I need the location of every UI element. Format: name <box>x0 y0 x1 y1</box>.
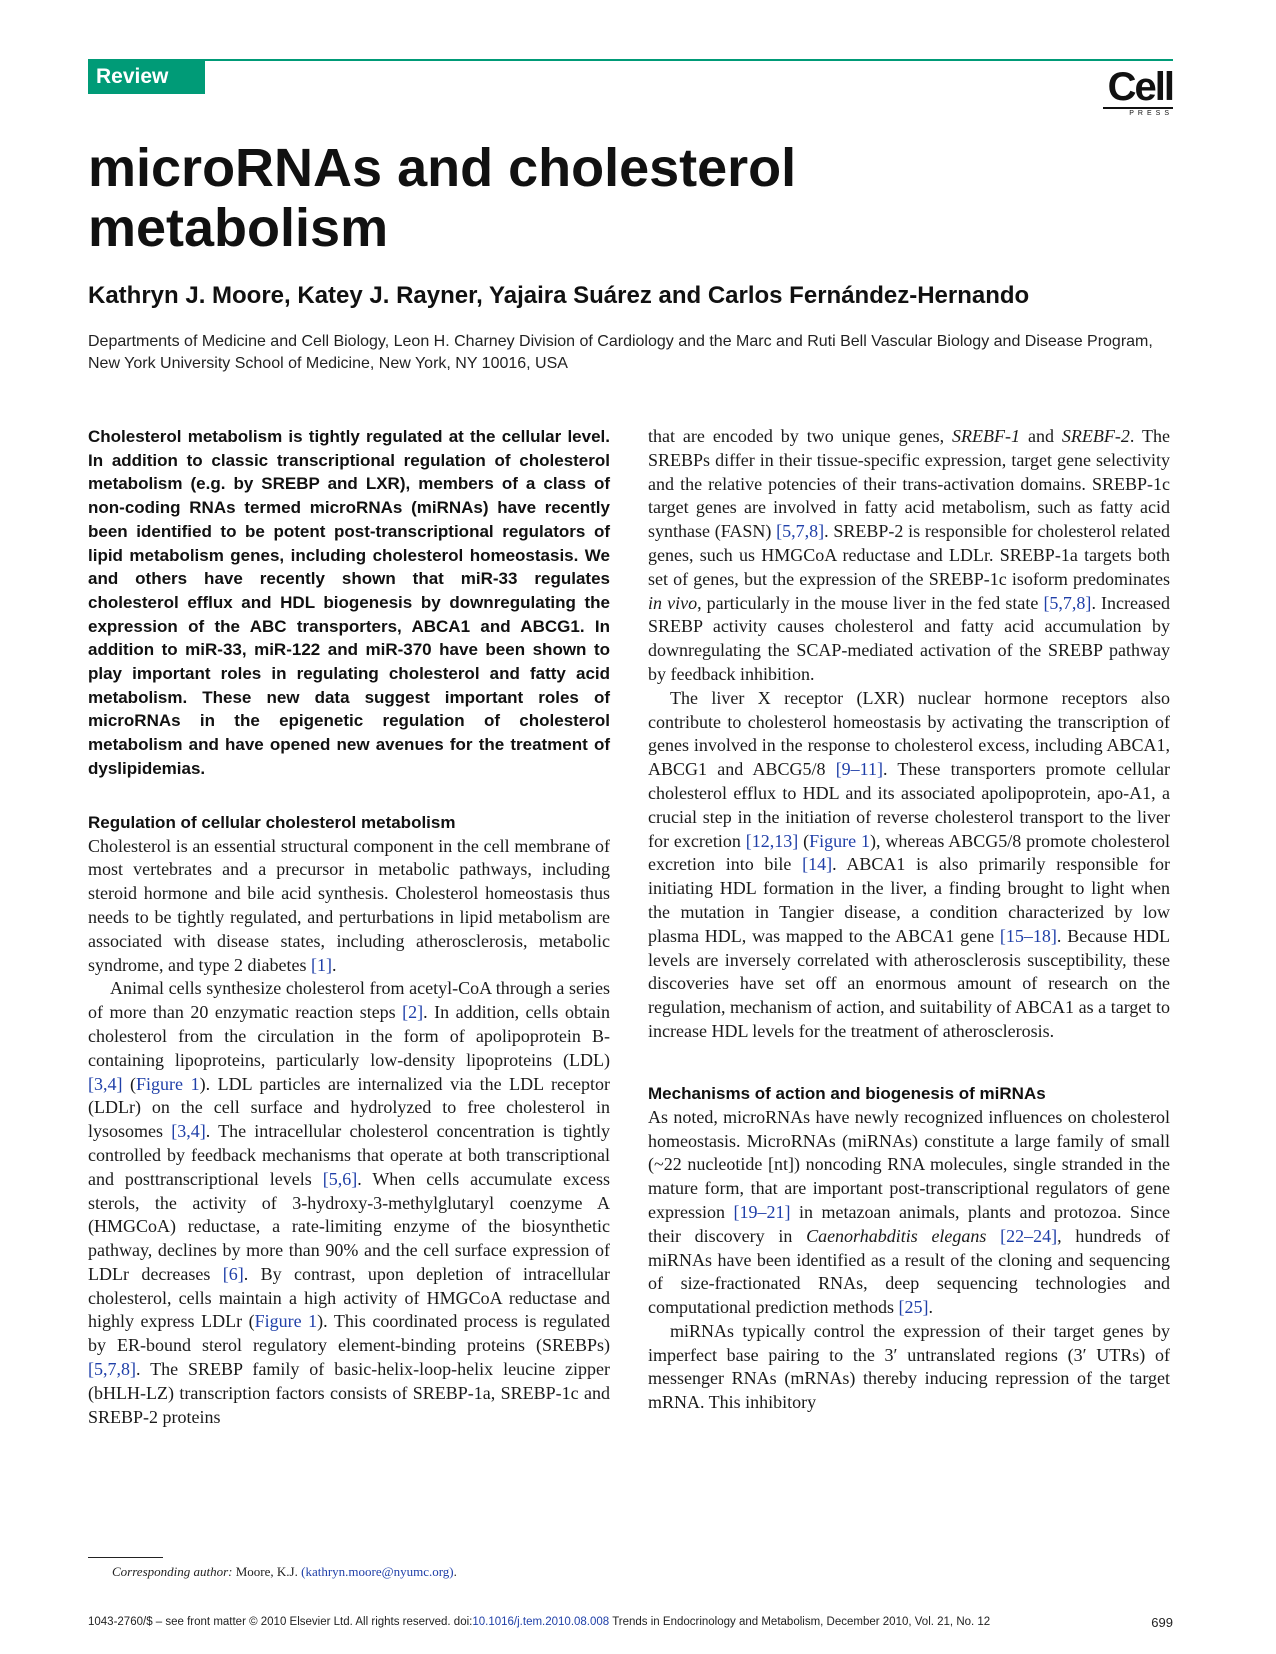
citation-link[interactable]: [15–18] <box>999 925 1057 946</box>
doi-link[interactable]: 10.1016/j.tem.2010.08.008 <box>472 1616 610 1628</box>
page-footer: 1043-2760/$ – see front matter © 2010 Elsevier Ltd. All rights reserved. doi:10.1016/j.tem.2010.08.008 Trends in Endocrinology and Metabolism, December 2010, Vol. 21, No. 12 699 <box>88 1615 1173 1630</box>
section-heading-mechanisms: Mechanisms of action and biogenesis of miRNAs <box>648 1083 1046 1103</box>
article-title: microRNAs and cholesterol metabolism <box>88 138 797 258</box>
citation-link[interactable]: [5,7,8] <box>88 1359 136 1380</box>
logo-cell-text: Cell <box>1107 65 1173 109</box>
paragraph: Cholesterol is an essential structural component in the cell membrane of most vertebrates and a precursor in metabolic pathways, including steroid hormone and bile acid synthesis. Cholesterol homeostasis thus needs to be tightly regulated, and perturbations in lipid metabolism are associated with disease states, including atherosclerosis, metabolic syndrome, and type 2 diabetes [1]. <box>88 835 610 975</box>
section-badge: Review <box>88 60 205 94</box>
cell-press-logo <box>1103 65 1173 118</box>
author-email-link[interactable]: (kathryn.moore@nyumc.org) <box>301 1564 454 1579</box>
paragraph: that are encoded by two unique genes, SREBF-1 and SREBF-2. The SREBPs differ in their tissue-specific expression, target gene selectivity and the relative potencies of their trans-activation domains. SREBP-1c target genes are involved in fatty acid metabolism, such as fatty acid synthase (FASN) [5,7,8]. SREBP-2 is responsible for cholesterol related genes, such us HMGCoA reductase and LDLr. SREBP-1a targets both set of genes, but the expression of the SREBP-1c isoform predominates in vivo, particularly in the mouse liver in the fed state [5,7,8]. Increased SREBP activity causes cholesterol and fatty acid accumulation by downregulating the SCAP-mediated activation of the SREBP pathway by feedback inhibition. <box>648 426 1170 684</box>
citation-link[interactable]: [5,6] <box>322 1168 358 1189</box>
citation-link[interactable]: [1] <box>310 954 332 975</box>
citation-link[interactable]: [5,7,8] <box>776 521 825 542</box>
citation-link[interactable]: [19–21] <box>733 1201 791 1222</box>
citation-link[interactable]: [22–24] <box>1000 1225 1058 1246</box>
citation-link[interactable]: [6] <box>222 1263 244 1284</box>
citation-link[interactable]: [25] <box>898 1297 929 1318</box>
paragraph: Animal cells synthesize cholesterol from acetyl-CoA through a series of more than 20 enzymatic reaction steps [2]. In addition, cells obtain cholesterol from the circulation in the form of apolipoprotein B-containing lipoproteins, particularly low-density lipoproteins (LDL) [3,4] (Figure 1). LDL particles are internalized via the LDL receptor (LDLr) on the cell surface and hydrolyzed to free cholesterol in lysosomes [3,4]. The intracellular cholesterol concentration is tightly controlled by feedback mechanisms that operate at both transcriptional and posttranscriptional levels [5,6]. When cells accumulate excess sterols, the activity of 3-hydroxy-3-methylglutaryl coenzyme A (HMGCoA) reductase, a rate-limiting enzyme of the biosynthetic pathway, declines by more than 90% and the cell surface expression of LDLr decreases [6]. By contrast, upon depletion of intracellular cholesterol, cells maintain a high activity of HMGCoA reductase and highly express LDLr (Figure 1). This coordinated process is regulated by ER-bound sterol regulatory element-binding proteins (SREBPs) [5,7,8]. The SREBP family of basic-helix-loop-helix leucine zipper (bHLH-LZ) transcription factors consists of SREBP-1a, SREBP-1c and SREBP-2 proteins <box>88 978 610 1427</box>
figure-link[interactable]: Figure 1 <box>809 830 871 851</box>
abstract: Cholesterol metabolism is tightly regulated at the cellular level. In addition to classic transcriptional regulation of cholesterol metabolism (e.g. by SREBP and LXR), members of a class of non-coding RNAs termed microRNAs (miRNAs) have recently been identified to be potent post-transcriptional regulators of lipid metabolism genes, including cholesterol homeostasis. We and others have recently shown that miR-33 regulates cholesterol efflux and HDL biogenesis by downregulating the expression of the ABC transporters, ABCA1 and ABCG1. In addition to miR-33, miR-122 and miR-370 have been shown to play important roles in regulating cholesterol and fatty acid metabolism. These new data suggest important roles of microRNAs in the epigenetic regulation of cholesterol metabolism and have opened new avenues for the treatment of dyslipidemias. <box>88 427 610 778</box>
citation-link[interactable]: [5,7,8] <box>1043 592 1092 613</box>
paragraph: The liver X receptor (LXR) nuclear hormone receptors also contribute to cholesterol homeostasis by activating the transcription of genes involved in the response to cholesterol excess, including ABCA1, ABCG1 and ABCG5/8 [9–11]. These transporters promote cellular cholesterol efflux to HDL and its associated apolipoprotein, apo-A1, a crucial step in the initiation of reverse cholesterol transport to the liver for excretion [12,13] (Figure 1), whereas ABCG5/8 promote cholesterol excretion into bile [14]. ABCA1 is also primarily responsible for initiating HDL formation in the liver, a finding brought to light when the mutation in Tangier disease, a condition characterized by low plasma HDL, was mapped to the ABCA1 gene [15–18]. Because HDL levels are inversely correlated with atherosclerosis susceptibility, these discoveries have set off an enormous amount of research on the regulation, mechanism of action, and suitability of ABCA1 as a target to increase HDL levels for the treatment of atherosclerosis. <box>648 687 1171 1041</box>
affiliation: Departments of Medicine and Cell Biology, Leon H. Charney Division of Cardiology and the Marc and Ruti Bell Vascular Biology and Disease Program, New York University School of Medicine, New York, NY 10016, USA <box>88 333 1153 372</box>
citation-link[interactable]: [2] <box>402 1002 424 1023</box>
right-column <box>648 425 1170 1415</box>
figure-link[interactable]: Figure 1 <box>254 1311 318 1332</box>
citation-link[interactable]: [3,4] <box>171 1121 206 1142</box>
citation-link[interactable]: [9–11] <box>835 759 884 780</box>
section-heading-regulation: Regulation of cellular cholesterol metabolism <box>88 812 456 832</box>
paragraph: miRNAs typically control the expression of their target genes by imperfect base pairing to the 3′ untranslated regions (3′ UTRs) of messenger RNAs (mRNAs) thereby inducing repression of the target mRNA. This inhibitory <box>648 1320 1170 1413</box>
citation-link[interactable]: [14] <box>802 854 833 875</box>
header-rule <box>88 59 1173 61</box>
figure-link[interactable]: Figure 1 <box>136 1073 200 1094</box>
citation-link[interactable]: [3,4] <box>88 1073 123 1094</box>
logo-press-text: PRESS <box>1103 107 1173 118</box>
footnote-rule <box>88 1557 163 1558</box>
paragraph: As noted, microRNAs have newly recognized influences on cholesterol homeostasis. MicroRNAs (miRNAs) constitute a large family of small (~22 nucleotide [nt]) noncoding RNA molecules, single stranded in the mature form, that are important post-transcriptional regulators of gene expression [19–21] in metazoan animals, plants and protozoa. Since their discovery in Caenorhabditis elegans [22–24], hundreds of miRNAs have been identified as a result of the cloning and sequencing of size-fractionated RNAs, deep sequencing technologies and computational prediction methods [25]. <box>648 1106 1171 1318</box>
page-number: 699 <box>1151 1615 1173 1630</box>
author-list: Kathryn J. Moore, Katey J. Rayner, Yajaira Suárez and Carlos Fernández-Hernando <box>88 282 1030 309</box>
citation-link[interactable]: [12,13] <box>745 830 799 851</box>
corresponding-author-note: Corresponding author: Moore, K.J. (kathryn.moore@nyumc.org). <box>112 1564 457 1579</box>
left-column <box>88 425 610 1429</box>
